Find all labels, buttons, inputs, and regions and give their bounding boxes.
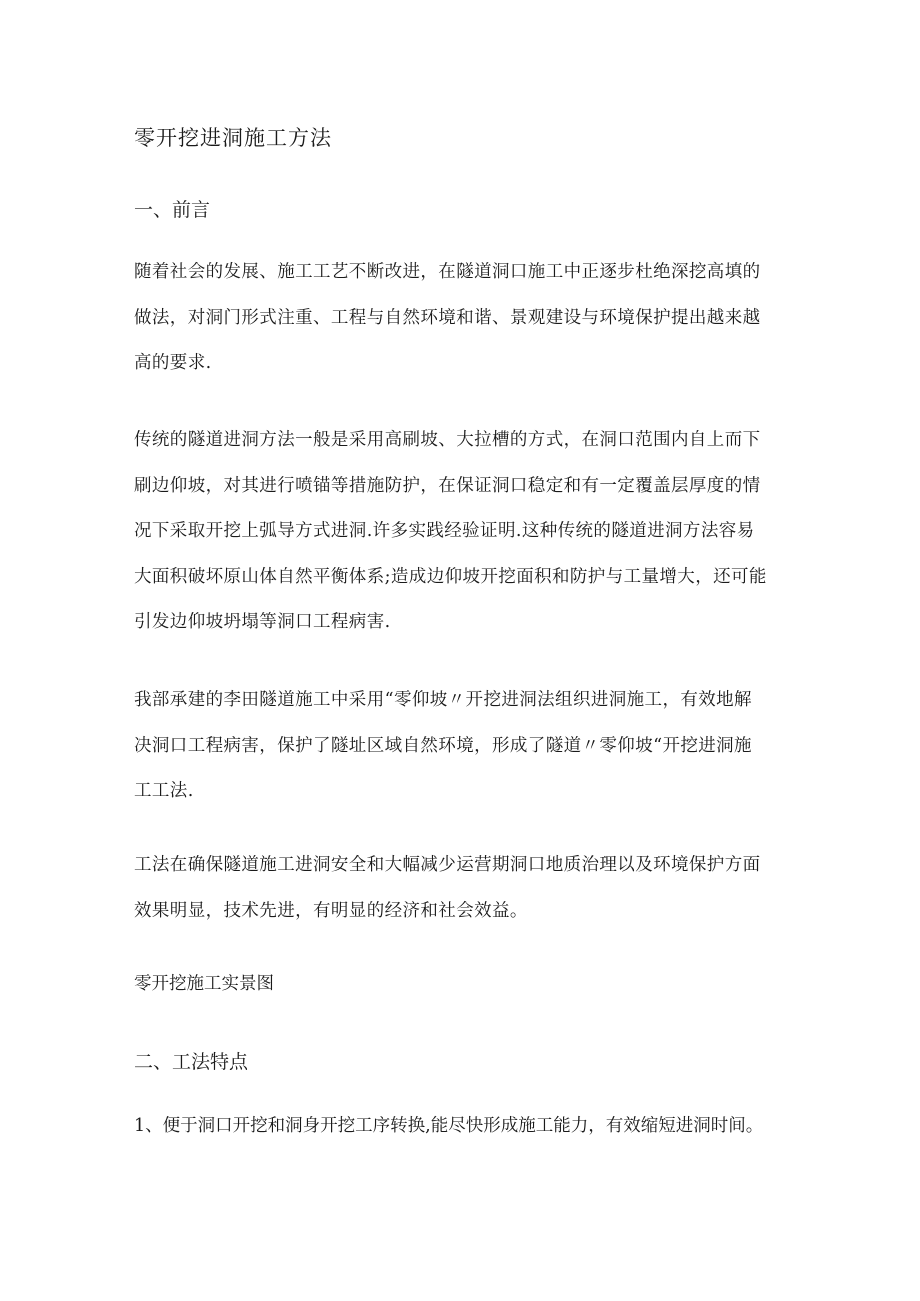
paragraph-line: 大面积破坏原山体自然平衡体系;造成边仰坡开挖面积和防护与工量增大，还可能 bbox=[134, 566, 767, 587]
paragraph-4 bbox=[134, 843, 796, 934]
paragraph-line: 做法，对洞门形式注重、工程与自然环境和谐、景观建设与环境保护提出越来越 bbox=[134, 307, 761, 328]
paragraph-line: 刷边仰坡，对其进行喷锚等措施防护，在保证洞口稳定和有一定覆盖层厚度的情 bbox=[134, 475, 761, 496]
paragraph-line: 决洞口工程病害，保护了隧址区域自然环境，形成了隧道〃零仰坡“开挖进洞施 bbox=[134, 735, 752, 756]
paragraph-line: 工法在确保隧道施工进洞安全和大幅减少运营期洞口地质治理以及环境保护方面 bbox=[134, 855, 761, 875]
paragraph-line: 引发边仰坡坍塌等洞口工程病害. bbox=[134, 612, 391, 632]
feature-item-1: 1、便于洞口开挖和洞身开挖工序转换,能尽快形成施工能力，有效缩短进洞时间。 bbox=[134, 1116, 764, 1136]
document-title: 零开挖进洞施工方法 bbox=[134, 126, 332, 150]
paragraph-line: 传统的隧道进洞方法一般是采用高刷坡、大拉槽的方式，在洞口范围内自上而下 bbox=[134, 430, 761, 450]
paragraph-line: 工工法. bbox=[134, 781, 194, 801]
paragraph-1 bbox=[134, 250, 796, 387]
figure-caption: 零开挖施工实景图 bbox=[134, 974, 274, 994]
paragraph-2 bbox=[134, 418, 796, 646]
paragraph-3 bbox=[134, 678, 796, 815]
paragraph-line: 效果明显，技术先进，有明显的经济和社会效益。 bbox=[134, 900, 528, 921]
paragraph-line: 高的要求. bbox=[134, 353, 212, 373]
section-heading-preface: 一、前言 bbox=[134, 199, 211, 221]
section-heading-features: 二、工法特点 bbox=[134, 1051, 249, 1073]
paragraph-line: 况下采取开挖上弧导方式进洞.许多实践经验证明.这种传统的隧道进洞方法容易 bbox=[134, 521, 755, 541]
paragraph-line: 我部承建的李田隧道施工中采用“零仰坡〃开挖进洞法组织进洞施工，有效地解 bbox=[134, 690, 752, 710]
paragraph-line: 随着社会的发展、施工工艺不断改进，在隧道洞口施工中正逐步杜绝深挖高填的 bbox=[134, 262, 761, 282]
